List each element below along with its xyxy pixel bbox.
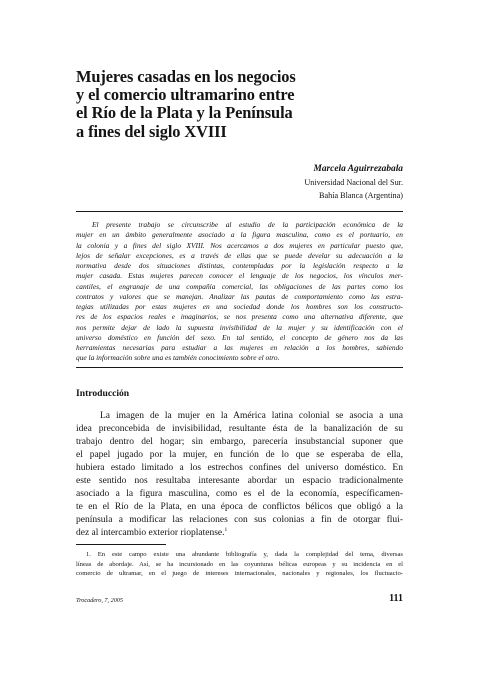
abstract-bottom-rule xyxy=(76,367,403,368)
footnote-line: 1. En este campo existe una abundante bibliografía y, dada la complejidad del tema, diversas xyxy=(86,551,403,558)
title-line: y el comercio ultramarino entre xyxy=(76,85,295,105)
journal-citation: Trocadero, 7, 2005 xyxy=(76,597,123,604)
section-heading: Introducción xyxy=(76,388,130,399)
abstract-line: mujer en un ámbito generalmente asociado a la figura masculina, como es el portuario, en xyxy=(76,230,403,240)
author-name: Marcela Aguirrezabala xyxy=(313,164,403,174)
body-line: península a modificar las relaciones con sus colonias a fin de otorgar flui- xyxy=(76,515,403,526)
abstract-line: contratos y valores que se manejan. Analizar las pautas de comportamiento como las estra- xyxy=(76,291,403,301)
abstract-line: El presente trabajo se circunscribe al estudio de la participación económica de la xyxy=(92,220,403,229)
abstract-line: la colonia y a fines del siglo XVIII. Nos acercamos a dos mujeres en particular puesto que, xyxy=(76,240,403,250)
abstract-line: herramientas necesarias para estudiar a las mujeres en relación a los hombres, sabiendo xyxy=(76,343,403,352)
abstract-line: normativa desde dos situaciones distintas, contempladas por la legislación respecto a la xyxy=(76,261,403,270)
abstract xyxy=(76,220,403,364)
footnote-separator xyxy=(76,544,166,545)
body-line xyxy=(76,527,403,540)
page-number: 111 xyxy=(389,593,403,604)
body-line: La imagen de la mujer en la América latina colonial se asocia a una xyxy=(100,411,403,421)
body-paragraph xyxy=(76,410,403,540)
title-line: a fines del siglo XVIII xyxy=(76,121,227,141)
abstract-line: tegias utilizadas por estas mujeres en una sociedad donde los hombres son los constructo- xyxy=(76,302,403,311)
title-line: Mujeres casadas en los negocios xyxy=(76,67,296,86)
body-line: asociado a la figura masculina, como es el de la economía, específicamen- xyxy=(76,489,403,500)
body-line: el papel jugado por la mujer, en función de lo que se esperaba de ella, xyxy=(76,450,403,461)
author-affiliation xyxy=(304,177,403,202)
footnote-reference[interactable]: 1 xyxy=(224,527,228,534)
title-line: el Río de la Plata y la Península xyxy=(76,103,293,123)
body-line: este sentido nos resultaba interesante abordar un espacio tradicionalmente xyxy=(76,476,403,487)
footnote-line: comercio de ultramar, en el juego de intereses internacionales, nacionales y regionales, los fluctuacio- xyxy=(76,570,403,578)
footnote xyxy=(76,550,403,579)
body-line-text: dez al intercambio exterior rioplatense. xyxy=(76,528,225,539)
body-line: idea preconcebida de invisibilidad, resultante ésta de la banalización de su xyxy=(76,424,403,435)
abstract-line: nos permite dejar de lado la supuesta invisibilidad de la mujer y su identificación con el xyxy=(76,322,403,332)
abstract-line: cantiles, el engranaje de una compañía comercial, las obligaciones de las partes como los xyxy=(76,281,403,291)
abstract-line: res de los espacios reales e imaginarios, se nos presenta como una alternativa diferente, que xyxy=(76,312,403,322)
body-line: trabajo dentro del hogar; sin embargo, parecería insubstancial suponer que xyxy=(76,437,403,448)
body-line: hubiera estado limitado a los estrechos confines del universo doméstico. En xyxy=(76,463,403,474)
abstract-line: lejos de señalar excepciones, es a través de ellas que se puede develar su adecuación a la xyxy=(76,250,403,260)
abstract-line: mujer casada. Estas mujeres parecen conocer el lenguaje de los negocios, los vínculos mer- xyxy=(76,271,403,281)
abstract-top-rule xyxy=(76,211,403,212)
affiliation-line: Bahía Blanca (Argentina) xyxy=(319,190,403,200)
affiliation-line: Universidad Nacional del Sur. xyxy=(304,178,403,187)
abstract-line: universo doméstico en función del sexo. En tal sentido, el concepto de género nos da las xyxy=(76,332,403,342)
body-line: te en el Río de la Plata, en una época de conflictos bélicos que obligó a la xyxy=(76,502,403,513)
footnote-line: líneas de abordaje. Así, se ha incursionado en las coyunturas bélicas europeas y su incidencia en el xyxy=(76,560,403,568)
article-title xyxy=(76,68,396,141)
abstract-line: que la información sobre una es también conocimiento sobre el otro. xyxy=(76,353,280,363)
